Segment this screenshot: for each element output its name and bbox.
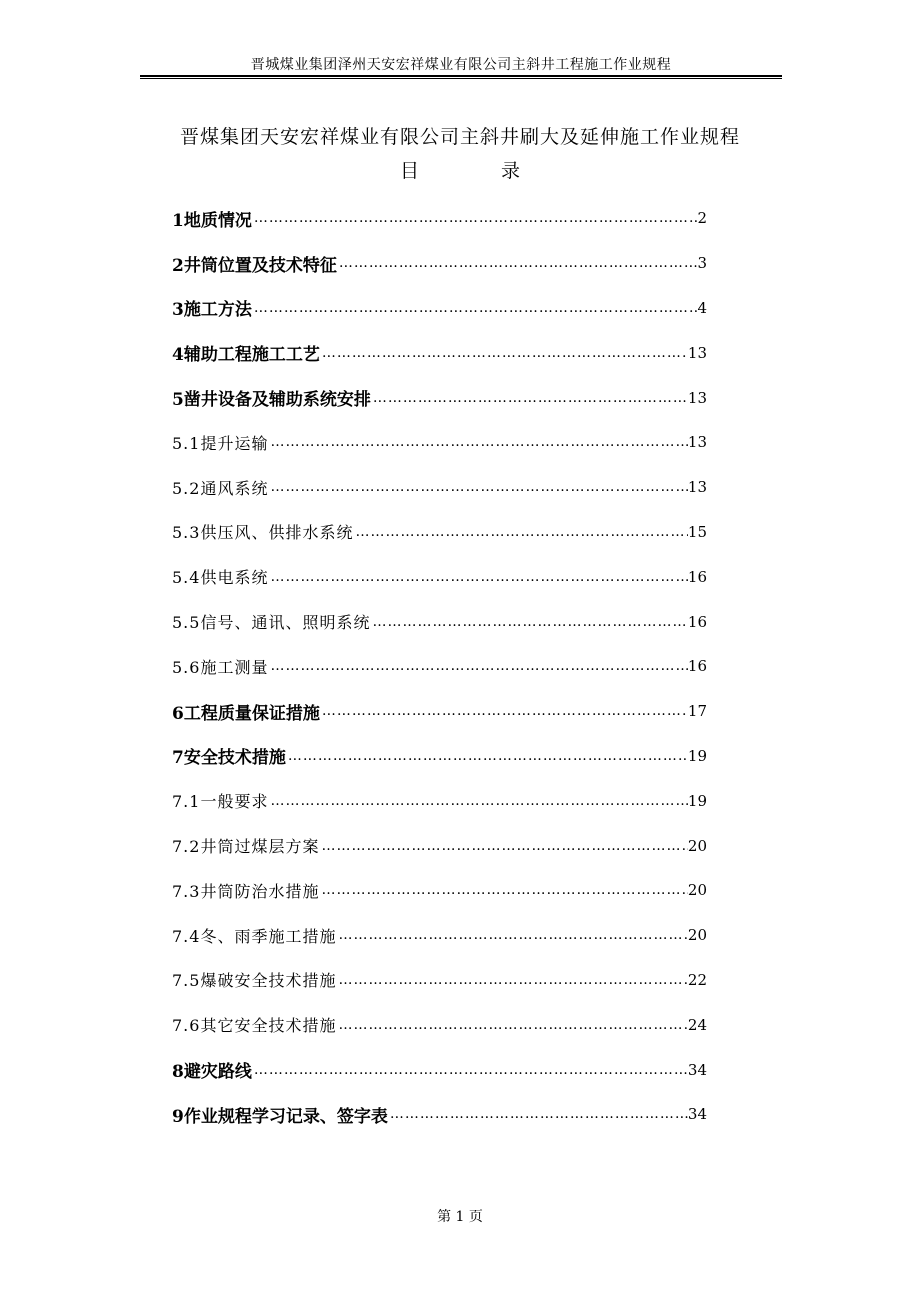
toc-entry-page: 19: [687, 791, 707, 810]
toc-leader-dots: [319, 838, 687, 854]
toc-entry-page: 22: [687, 970, 707, 989]
toc-entry[interactable]: [172, 913, 707, 958]
toc-entry-page: 16: [687, 657, 707, 676]
toc-entry-page: 13: [687, 388, 707, 407]
toc-heading-char-1: 目: [400, 160, 420, 182]
toc-entry-label: 6工程质量保证措施: [172, 703, 320, 724]
page-header: 晋城煤业集团泽州天安宏祥煤业有限公司主斜井工程施工作业规程: [250, 57, 672, 73]
toc-entry[interactable]: [172, 1002, 707, 1047]
toc-entry-page: 34: [687, 1060, 707, 1079]
toc-entry[interactable]: [172, 420, 707, 465]
toc-entry[interactable]: [172, 734, 707, 779]
toc-entry-label: 4辅助工程施工工艺: [172, 345, 320, 366]
toc-entry-label: 7.5爆破安全技术措施: [172, 971, 337, 991]
toc-entry[interactable]: [172, 689, 707, 734]
toc-entry-page: 34: [687, 1105, 707, 1124]
toc-entry-page: 24: [687, 1015, 707, 1034]
toc-entry[interactable]: [172, 823, 707, 868]
toc-leader-dots: [336, 927, 687, 943]
toc-entry-label: 7安全技术措施: [172, 748, 286, 769]
toc-entry-page: 13: [687, 433, 707, 452]
toc-entry-page: 20: [687, 836, 707, 855]
table-of-contents: [172, 196, 707, 1137]
toc-entry-label: 5.5信号、通讯、照明系统: [172, 613, 371, 633]
toc-leader-dots: [268, 658, 687, 674]
toc-entry-page: 19: [687, 746, 707, 765]
toc-leader-dots: [336, 972, 687, 988]
toc-leader-dots: [337, 255, 698, 271]
header-rule-thin: [140, 78, 782, 79]
toc-leader-dots: [371, 390, 688, 406]
toc-entry-label: 5.6施工测量: [172, 657, 269, 677]
toc-entry-page: 16: [687, 612, 707, 631]
toc-entry-label: 7.3井筒防治水措施: [172, 881, 320, 901]
toc-entry[interactable]: [172, 465, 707, 510]
toc-leader-dots: [336, 1017, 687, 1033]
toc-entry-label: 2井筒位置及技术特征: [172, 255, 337, 276]
toc-leader-dots: [268, 434, 687, 450]
toc-entry-page: 13: [687, 343, 707, 362]
toc-leader-dots: [319, 882, 687, 898]
toc-entry[interactable]: [172, 286, 707, 331]
toc-entry[interactable]: [172, 510, 707, 555]
toc-entry-page: 4: [697, 298, 707, 317]
toc-entry-label: 1地质情况: [172, 210, 252, 231]
toc-leader-dots: [353, 524, 687, 540]
toc-entry-label: 3施工方法: [172, 300, 252, 321]
toc-entry-label: 7.4冬、雨季施工措施: [172, 926, 337, 946]
toc-entry[interactable]: [172, 868, 707, 913]
toc-entry-label: 5凿井设备及辅助系统安排: [172, 390, 371, 411]
toc-entry-page: 15: [687, 522, 707, 541]
page-footer: 第 1 页: [437, 1209, 483, 1225]
toc-entry[interactable]: [172, 1047, 707, 1092]
toc-entry-label: 5.1提升运输: [172, 433, 269, 453]
toc-entry[interactable]: [172, 644, 707, 689]
toc-leader-dots: [268, 479, 687, 495]
toc-entry[interactable]: [172, 375, 707, 420]
toc-entry-label: 7.2井筒过煤层方案: [172, 837, 320, 857]
toc-leader-dots: [320, 703, 688, 719]
toc-leader-dots: [268, 793, 687, 809]
toc-entry-page: 17: [687, 702, 707, 721]
toc-entry-page: 20: [687, 881, 707, 900]
toc-entry-label: 7.6其它安全技术措施: [172, 1016, 337, 1036]
toc-entry-label: 9作业规程学习记录、签字表: [172, 1106, 388, 1127]
toc-entry-page: 16: [687, 567, 707, 586]
toc-entry[interactable]: [172, 554, 707, 599]
toc-entry[interactable]: [172, 1092, 707, 1137]
toc-entry[interactable]: [172, 958, 707, 1003]
toc-entry-page: 20: [687, 926, 707, 945]
toc-entry-page: 13: [687, 478, 707, 497]
toc-entry-label: 5.3供压风、供排水系统: [172, 523, 354, 543]
toc-entry[interactable]: [172, 778, 707, 823]
toc-leader-dots: [388, 1106, 688, 1122]
toc-leader-dots: [252, 1062, 688, 1078]
toc-entry-page: 3: [697, 254, 707, 273]
document-title: 晋煤集团天安宏祥煤业有限公司主斜井刷大及延伸施工作业规程: [179, 126, 740, 148]
toc-entry[interactable]: [172, 599, 707, 644]
toc-entry[interactable]: [172, 196, 707, 241]
toc-leader-dots: [252, 300, 698, 316]
toc-leader-dots: [286, 748, 688, 764]
toc-heading-char-2: 录: [500, 160, 520, 182]
toc-entry[interactable]: [172, 241, 707, 286]
toc-leader-dots: [370, 614, 687, 630]
toc-entry-label: 5.4供电系统: [172, 568, 269, 588]
toc-entry-label: 5.2通风系统: [172, 478, 269, 498]
toc-heading: [400, 156, 520, 183]
toc-leader-dots: [268, 569, 687, 585]
toc-leader-dots: [252, 210, 698, 226]
header-rule: [140, 75, 782, 77]
toc-entry[interactable]: [172, 330, 707, 375]
toc-entry-label: 8避灾路线: [172, 1062, 252, 1083]
toc-leader-dots: [320, 345, 688, 361]
toc-entry-page: 2: [697, 209, 707, 228]
toc-entry-label: 7.1一般要求: [172, 792, 269, 812]
